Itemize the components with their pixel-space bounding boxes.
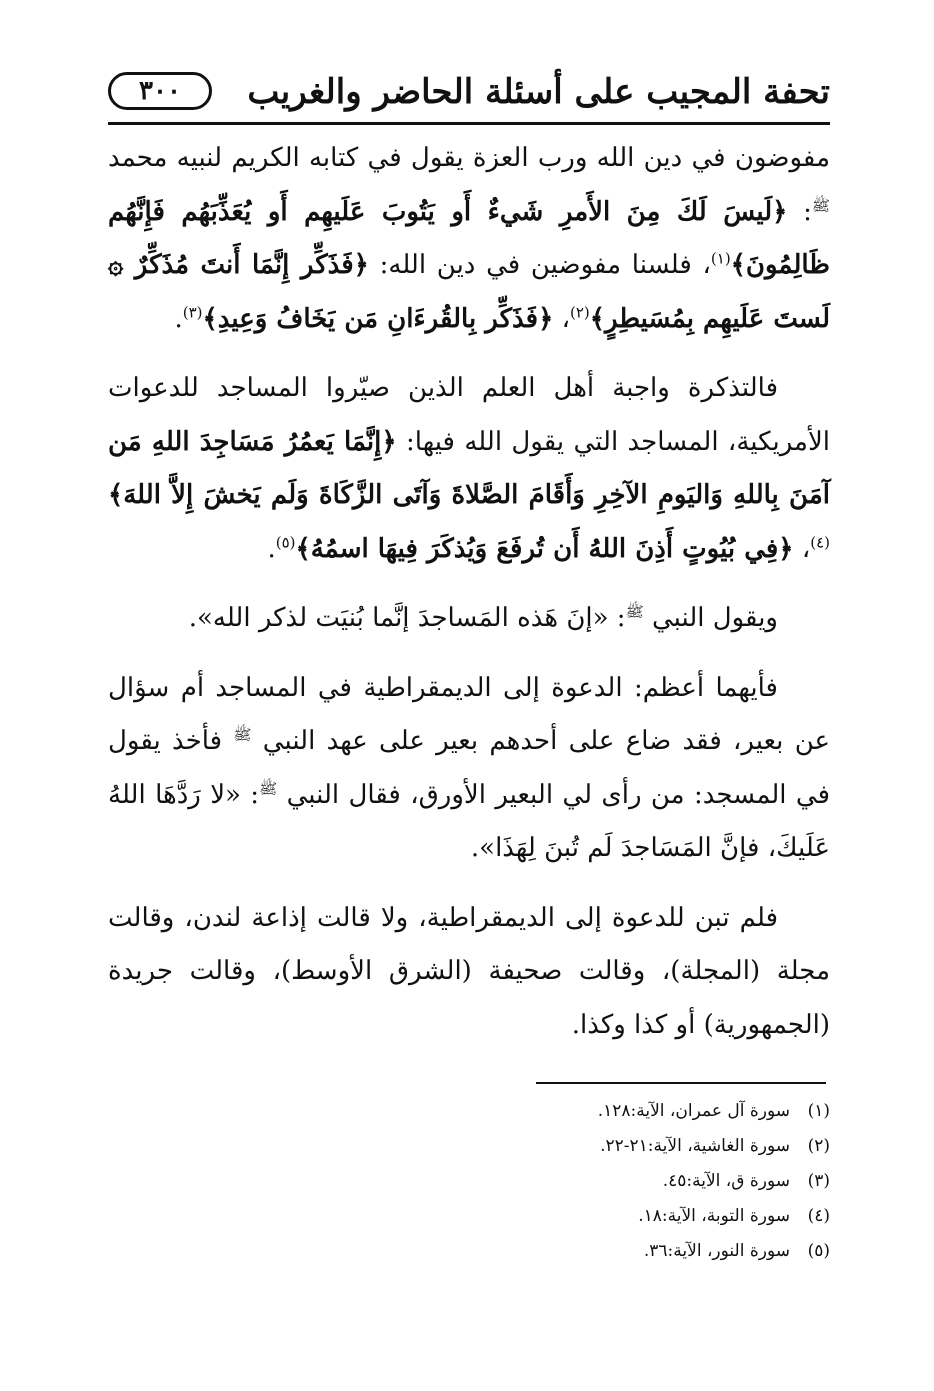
paragraph-3 <box>108 592 830 646</box>
footnote-text: سورة ق، الآية:٤٥. <box>662 1171 790 1191</box>
main-text <box>108 132 830 1068</box>
paragraph-2 <box>108 362 830 576</box>
footnote <box>108 1094 830 1129</box>
text-run: . <box>267 533 276 564</box>
hadith-quote: : «لا رَدَّهَا اللهُ عَلَيكَ، فإنَّ المَسَاجدَ لَم تُبنَ لِهَذَا». <box>108 779 830 863</box>
footnote <box>108 1129 830 1164</box>
salutation-mark: ﷺ <box>625 602 644 621</box>
text-run: مفوضون في دين الله ورب العزة يقول في كتابه الكريم لنبيه محمد <box>108 143 830 173</box>
footnote-ref-3: (٣) <box>182 302 203 321</box>
text-run: . <box>174 303 183 334</box>
quran-verse: ﴿فِي بُيُوتٍ أَذِنَ اللهُ أَن تُرفَعَ وَيُذكَرَ فِيهَا اسمُهُ﴾ <box>295 533 794 564</box>
footnote-number: (٣) <box>807 1171 830 1191</box>
footnote-ref-2: (٢) <box>569 302 590 321</box>
footnote-text: سورة التوبة، الآية:١٨. <box>638 1206 790 1226</box>
text-run: فالتذكرة واجبة أهل العلم الذين صيّروا المساجد للدعوات الأمريكية، المساجد التي يقول الله فيها: <box>108 373 831 457</box>
footnote-ref-4: (٤) <box>810 532 830 551</box>
footnotes <box>108 1094 830 1269</box>
footnote-number: (١) <box>807 1101 830 1121</box>
paragraph-1 <box>108 132 830 346</box>
footnote-ref-1: (١) <box>710 249 731 268</box>
quran-verse: ﴿لَيسَ لَكَ مِنَ الأَمرِ شَيءٌ أَو يَتُوبَ عَلَيهِم أَو يُعَذِّبَهُم فَإِنَّهُم ظَالِمُونَ﴾ <box>108 196 830 280</box>
quran-verse: ﴿فَذَكِّر إِنَّمَا أَنتَ مُذَكِّرٌ ۞ لَستَ عَلَيهِم بِمُسَيطِرٍ﴾ <box>108 250 830 334</box>
hadith-quote: : «إنَ هَذه المَساجدَ إنَّما بُنيَت لذكر الله». <box>188 603 626 633</box>
salutation-mark: ﷺ <box>233 725 252 744</box>
book-title: تحفة المجيب على أسئلة الحاضر والغريب <box>247 72 830 112</box>
footnote-text: سورة النور، الآية:٣٦. <box>643 1241 790 1261</box>
text-run: : <box>803 196 812 227</box>
footnote-text: سورة آل عمران، الآية:١٢٨. <box>597 1101 790 1121</box>
footnote <box>108 1234 830 1269</box>
salutation-mark: ﷺ <box>811 195 830 214</box>
text-run: فأخذ يقول في المسجد: من رأى لي البعير الأورق، فقال النبي <box>108 726 831 810</box>
header-divider <box>108 122 830 125</box>
page-header <box>108 64 830 120</box>
text-run: ، فلسنا مفوضين في دين الله: <box>379 250 711 280</box>
footnote-text: سورة الغاشية، الآية:٢١-٢٢. <box>600 1136 790 1156</box>
paragraph-4 <box>108 662 830 876</box>
quran-verse: ﴿إِنَّمَا يَعمُرُ مَسَاجِدَ اللهِ مَن آمَنَ بِاللهِ وَاليَومِ الآخِرِ وَأَقَامَ الصَّلاةَ وَآتَى الزَّكَاةَ وَلَم يَخشَ إِلاَّ اللهَ﴾ <box>108 426 830 510</box>
text-run: ويقول النبي <box>651 603 778 633</box>
text-run: ، <box>561 303 570 334</box>
page-number: ٣٠٠ <box>108 72 212 110</box>
footnote <box>108 1199 830 1234</box>
footnote-number: (٥) <box>807 1241 830 1261</box>
quran-verse: ﴿فَذَكِّر بِالقُرءَانِ مَن يَخَافُ وَعِيدِ﴾ <box>202 303 554 334</box>
paragraph-5: فلم تبن للدعوة إلى الديمقراطية، ولا قالت إذاعة لندن، وقالت مجلة (المجلة)، وقالت صحيفة (الشرق الأوسط)، وقالت جريدة (الجمهورية) أو كذا وكذا. <box>108 902 830 1040</box>
footnote-number: (٤) <box>807 1206 830 1226</box>
footnote <box>108 1164 830 1199</box>
footnote-number: (٢) <box>807 1136 830 1156</box>
salutation-mark: ﷺ <box>259 778 278 797</box>
text-run: فأيهما أعظم: الدعوة إلى الديمقراطية في المساجد أم سؤال عن بعير، فقد ضاع على أحدهم بعير على عهد النبي <box>108 672 830 756</box>
footnote-ref-5: (٥) <box>275 532 296 551</box>
footnote-divider <box>536 1082 826 1084</box>
text-run: ، <box>801 533 811 564</box>
